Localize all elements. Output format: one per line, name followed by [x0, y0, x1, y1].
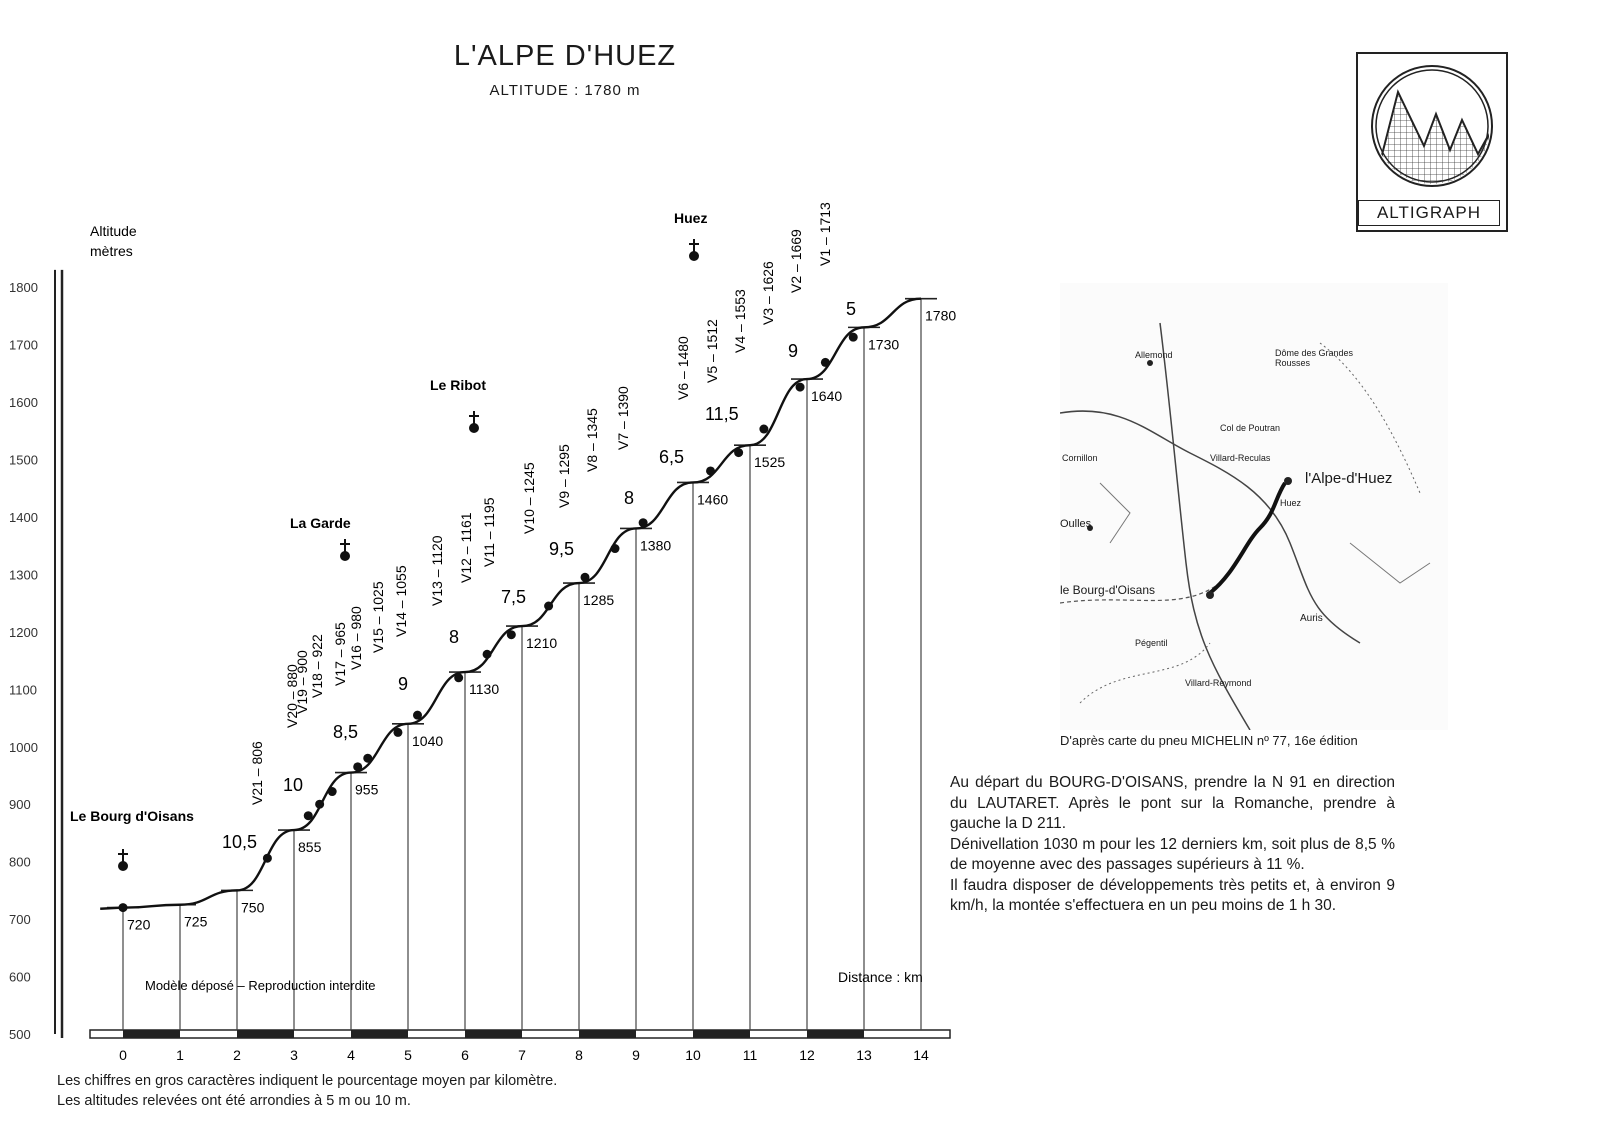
gradient-label: 8: [624, 488, 635, 508]
hairpin-label: V6 – 1480: [675, 336, 691, 400]
hairpin-dot: [849, 333, 858, 342]
altitude-label: 1040: [412, 732, 444, 749]
hairpin-dot: [328, 787, 337, 796]
distance-bar-segment: [123, 1030, 180, 1038]
x-tick-label: 11: [742, 1047, 758, 1063]
map-label: le Bourg-d'Oisans: [1060, 583, 1156, 597]
y-tick-label: 500: [9, 1027, 31, 1042]
church-icon: [118, 861, 128, 871]
hairpin-dot: [796, 383, 805, 392]
hairpin-label: V11 – 1195: [481, 497, 497, 567]
route-map: [1060, 283, 1448, 730]
map-label: Huez: [1280, 498, 1302, 508]
altitude-label: 1210: [526, 635, 558, 652]
x-tick-label: 6: [461, 1047, 469, 1063]
map-label: Auris: [1300, 613, 1323, 624]
map-label: l'Alpe-d'Huez: [1305, 470, 1393, 487]
gradient-label: 5: [846, 299, 857, 319]
y-tick-label: 1100: [9, 682, 37, 698]
x-tick-label: 9: [632, 1047, 640, 1063]
hairpin-dot: [263, 854, 272, 863]
hairpin-label: V21 – 806: [249, 741, 265, 805]
hairpin-label: V12 – 1161: [458, 512, 474, 583]
x-tick-label: 4: [347, 1047, 355, 1063]
x-tick-label: 13: [856, 1047, 872, 1063]
x-tick-label: 1: [176, 1047, 184, 1063]
distance-bar-segment: [807, 1030, 864, 1038]
hairpin-label: V19 – 900: [294, 650, 310, 714]
gradient-label: 9: [788, 341, 799, 361]
map-label: Pégentil: [1135, 638, 1168, 648]
hairpin-label: V5 – 1512: [704, 319, 720, 383]
y-tick-label: 1500: [9, 452, 38, 468]
map-label: Villard-Reculas: [1210, 453, 1271, 463]
x-axis-label: Distance : km: [838, 969, 923, 985]
description-paragraph: Au départ du BOURG-D'OISANS, prendre la N 91 en direction du LAUTARET. Après le pont sur la Romanche, prendre à gauche la D 211.: [950, 774, 1395, 832]
y-axis-label: mètres: [90, 243, 133, 259]
hairpin-dot: [363, 754, 372, 763]
altitude-label: 1460: [697, 491, 729, 508]
altitude-label: 1640: [811, 388, 843, 405]
altitude-label: 1525: [754, 454, 786, 471]
hairpin-label: V2 – 1669: [788, 229, 804, 293]
hairpin-label: V20 – 880: [284, 664, 300, 728]
distance-bar-segment: [579, 1030, 636, 1038]
hairpin-label: V9 – 1295: [556, 444, 572, 508]
footnote-gradient: Les chiffres en gros caractères indiquent le pourcentage moyen par kilomètre.: [57, 1073, 558, 1089]
x-tick-label: 12: [799, 1047, 815, 1063]
y-tick-label: 600: [9, 969, 31, 985]
distance-bar-segment: [351, 1030, 408, 1038]
hairpin-dot: [304, 811, 313, 820]
hairpin-label: V8 – 1345: [584, 408, 600, 472]
hairpin-dot: [507, 630, 516, 639]
x-tick-label: 7: [518, 1047, 526, 1063]
hairpin-label: V1 – 1713: [817, 202, 833, 266]
hairpin-dot: [413, 711, 422, 720]
y-axis-label: Altitude: [90, 223, 137, 239]
map-caption: D'après carte du pneu MICHELIN nº 77, 16e édition: [1060, 733, 1358, 748]
landmark-label: La Garde: [290, 515, 351, 531]
altitude-label: 1780: [925, 307, 957, 324]
x-tick-label: 3: [290, 1047, 298, 1063]
hairpin-dot: [611, 544, 620, 553]
map-label: Villard-Reymond: [1185, 678, 1252, 688]
y-tick-label: 700: [9, 912, 31, 928]
gradient-label: 9,5: [549, 539, 575, 559]
map-label: Col de Poutran: [1220, 423, 1281, 433]
hairpin-label: V13 – 1120: [429, 535, 445, 606]
church-icon: [469, 423, 479, 433]
gradient-label: 8: [449, 627, 460, 647]
hairpin-dot: [639, 518, 648, 527]
hairpin-dot: [315, 800, 324, 809]
y-tick-label: 900: [9, 797, 31, 813]
hairpin-label: V17 – 965: [332, 622, 348, 686]
hairpin-dot: [483, 650, 492, 659]
y-tick-label: 1800: [9, 280, 38, 296]
description-paragraph: Il faudra disposer de développements très petits et, à environ 9 km/h, la montée s'effectuera en un peu moins de 1 h 30.: [950, 876, 1395, 914]
x-tick-label: 0: [119, 1047, 127, 1063]
map-label: Cornillon: [1062, 453, 1098, 463]
x-tick-label: 10: [685, 1047, 701, 1063]
y-tick-label: 1200: [9, 624, 38, 640]
x-tick-label: 2: [233, 1047, 241, 1063]
y-tick-label: 1300: [9, 567, 38, 583]
church-icon: [340, 551, 350, 561]
altitude-label: 725: [184, 913, 208, 930]
logo-text: ALTIGRAPH: [1358, 200, 1500, 226]
page-title: L'ALPE D'HUEZ: [453, 40, 677, 72]
gradient-label: 10: [283, 775, 304, 795]
distance-bar-segment: [693, 1030, 750, 1038]
x-tick-label: 14: [913, 1047, 929, 1063]
hairpin-label: V10 – 1245: [521, 462, 537, 534]
gradient-label: 7,5: [501, 587, 527, 607]
map-label: Dôme des Grandes Rousses: [1275, 348, 1354, 368]
altitude-label: 955: [355, 781, 379, 798]
gradient-label: 8,5: [333, 722, 359, 742]
gradient-label: 10,5: [222, 832, 258, 852]
route-description: [950, 773, 1395, 917]
map-label: Oulles: [1060, 518, 1092, 530]
gradient-label: 9: [398, 674, 409, 694]
page-subtitle: ALTITUDE : 1780 m: [489, 82, 641, 99]
hairpin-dot: [581, 573, 590, 582]
landmark-label: Huez: [674, 210, 708, 226]
distance-bar-segment: [465, 1030, 522, 1038]
hairpin-label: V14 – 1055: [393, 565, 409, 637]
altitude-label: 750: [241, 899, 265, 916]
x-tick-label: 5: [404, 1047, 412, 1063]
start-dot: [119, 903, 128, 912]
hairpin-dot: [353, 762, 362, 771]
altitude-label: 720: [127, 916, 151, 933]
y-tick-label: 1600: [9, 395, 38, 411]
y-tick-label: 1400: [9, 509, 38, 525]
landmark-label: Le Bourg d'Oisans: [70, 808, 194, 824]
copyright-notice: Modèle déposé – Reproduction interdite: [145, 978, 376, 993]
altitude-label: 1285: [583, 592, 615, 609]
mountain-emblem-icon: [1358, 54, 1506, 194]
altitude-label: 855: [298, 839, 322, 856]
hairpin-dot: [706, 466, 715, 475]
gradient-label: 11,5: [705, 404, 739, 424]
gradient-label: 6,5: [659, 447, 685, 467]
altitude-label: 1730: [868, 336, 900, 353]
hairpin-label: V7 – 1390: [615, 386, 631, 450]
altitude-label: 1380: [640, 537, 672, 554]
description-paragraph: Dénivellation 1030 m pour les 12 derniers km, soit plus de 8,5 % de moyenne avec des passages supérieurs à 11 %.: [950, 835, 1395, 873]
hairpin-dot: [759, 425, 768, 434]
x-tick-label: 8: [575, 1047, 583, 1063]
y-tick-label: 1000: [9, 739, 38, 755]
map-label: Allemond: [1135, 350, 1173, 360]
landmark-label: Le Ribot: [430, 377, 486, 393]
hairpin-label: V16 – 980: [348, 606, 364, 670]
y-tick-label: 800: [9, 854, 31, 870]
altitude-label: 1130: [469, 681, 500, 698]
distance-bar-segment: [237, 1030, 294, 1038]
hairpin-dot: [454, 673, 463, 682]
church-icon: [689, 251, 699, 261]
y-tick-label: 1700: [9, 337, 38, 353]
hairpin-label: V18 – 922: [309, 634, 325, 698]
footnote-rounding: Les altitudes relevées ont été arrondies à 5 m ou 10 m.: [57, 1093, 411, 1109]
hairpin-label: V15 – 1025: [370, 581, 386, 653]
hairpin-dot: [734, 448, 743, 457]
hairpin-label: V3 – 1626: [760, 261, 776, 325]
hairpin-dot: [821, 358, 830, 367]
altitude-profile-chart: [0, 200, 960, 1070]
hairpin-dot: [544, 601, 553, 610]
hairpin-dot: [393, 728, 402, 737]
hairpin-label: V4 – 1553: [732, 289, 748, 353]
